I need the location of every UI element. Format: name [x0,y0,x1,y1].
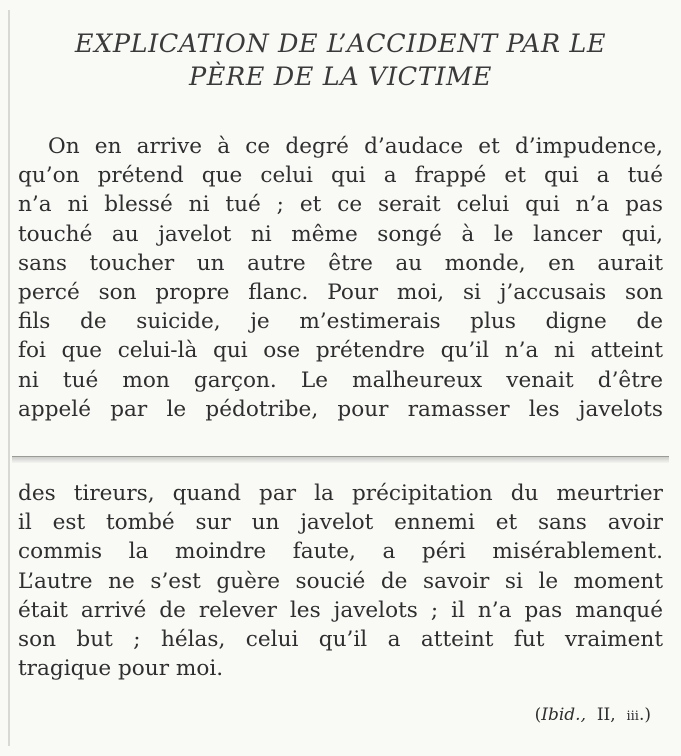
text-line: ni tué mon garçon. Le malheureux venait d’être [18,367,663,393]
citation-book: II, [596,705,616,725]
text-line: son but ; hélas, celui qu’il a atteint fut vraiment [18,627,663,653]
text-line: il est tombé sur un javelot ennemi et sans avoir [18,510,663,536]
text-line: n’a ni blessé ni tué ; et ce serait celui qui n’a pas [18,192,663,218]
text-line: L’autre ne s’est guère soucié de savoir si le moment [18,568,663,594]
text-line: commis la moindre faute, a péri misérablement. [18,539,663,565]
citation-chapter: iii [626,709,639,724]
citation-open: ( [534,705,542,725]
text-line: était arrivé de relever les javelots ; il n’a pas manqué [18,597,663,623]
paragraph-bottom [18,479,663,683]
text-line: tragique pour moi. [18,656,224,682]
title-line-2: PÈRE DE LA VICTIME [189,62,492,92]
citation-close: .) [638,705,651,725]
text-line: foi que celui-là qui ose prétendre qu’il n’a ni atteint [18,338,663,364]
text-line: des tireurs, quand par la précipitation du meurtrier [18,481,663,506]
citation [535,704,651,728]
fold-shadow [12,457,669,463]
citation-ibid: Ibid., [541,705,586,725]
text-line: fils de suicide, je m’estimerais plus digne de [18,309,663,335]
text-line: qu’on prétend que celui qui a frappé et qui a tué [18,163,663,189]
text-line: touché au javelot ni même songé à le lancer qui, [18,221,663,247]
text-line: sans toucher un autre être au monde, en aurait [18,250,663,276]
text-line: appelé par le pédotribe, pour ramasser les javelots [18,396,663,422]
page-edge [8,10,10,746]
page-title [0,28,681,94]
title-line-1: EXPLICATION DE L’ACCIDENT PAR LE [74,29,607,59]
text-line: On en arrive à ce degré d’audace et d’impudence, [48,134,663,159]
text-line: percé son propre flanc. Pour moi, si j’accusais son [18,280,663,306]
paragraph-top [18,132,663,424]
